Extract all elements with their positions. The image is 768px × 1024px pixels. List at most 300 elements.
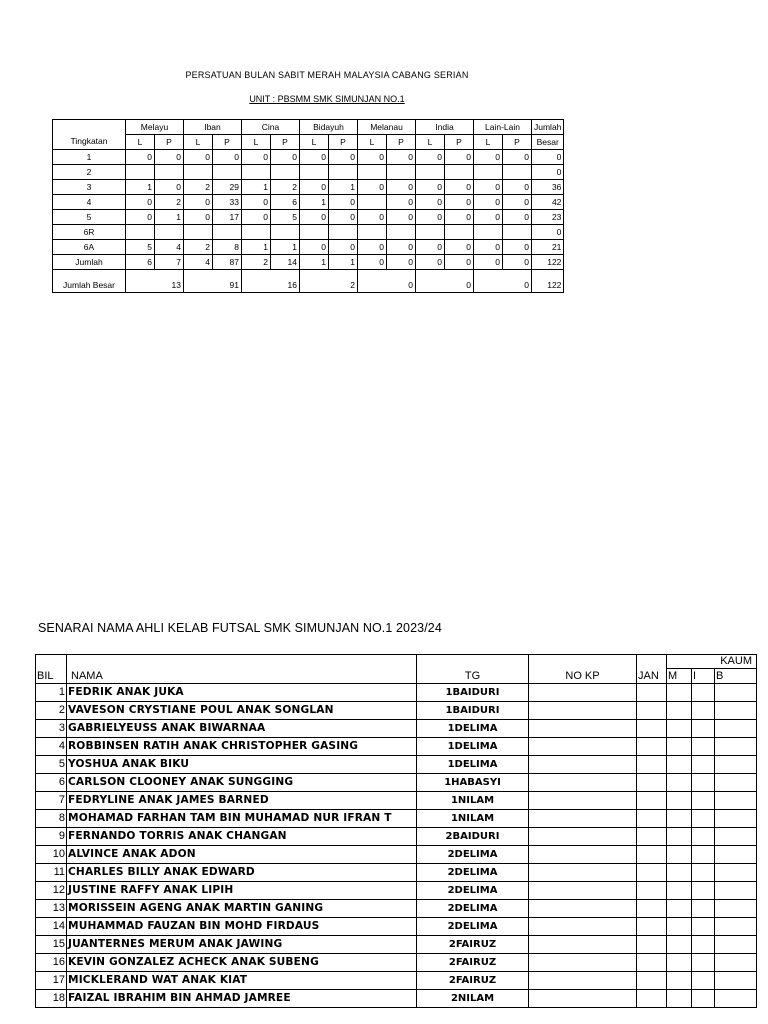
stats-value: 0 [329, 240, 358, 255]
nama-cell: CHARLES BILLY ANAK EDWARD [67, 864, 417, 882]
jan-cell [637, 774, 667, 792]
tg-cell: 2NILAM [417, 990, 529, 1008]
bil-cell: 8 [36, 810, 67, 828]
group-header: Iban [184, 120, 242, 135]
b-cell [715, 954, 757, 972]
tg-header: TG [417, 669, 529, 684]
stats-value: 0 [300, 180, 329, 195]
tg-cell: 2DELIMA [417, 864, 529, 882]
tg-cell: 2DELIMA [417, 882, 529, 900]
m-cell [667, 900, 692, 918]
nama-cell: FERNANDO TORRIS ANAK CHANGAN [67, 828, 417, 846]
stats-value [300, 225, 329, 240]
nama-cell: FAIZAL IBRAHIM BIN AHMAD JAMREE [67, 990, 417, 1008]
stats-value: 0 [474, 210, 503, 225]
stats-value: 7 [155, 255, 184, 270]
grand-group-total: 13 [126, 270, 184, 293]
stats-value [474, 225, 503, 240]
m-cell [667, 810, 692, 828]
group-header: Melanau [358, 120, 416, 135]
stats-value [213, 225, 242, 240]
nokp-cell [529, 936, 637, 954]
i-cell [692, 720, 715, 738]
nama-cell: JUSTINE RAFFY ANAK LIPIH [67, 882, 417, 900]
b-cell [715, 936, 757, 954]
b-cell [715, 774, 757, 792]
header-blank [417, 655, 529, 669]
b-cell [715, 810, 757, 828]
member-row [36, 882, 757, 900]
grand-group-total: 0 [358, 270, 416, 293]
document-title: PERSATUAN BULAN SABIT MERAH MALAYSIA CABANG SERIAN [185, 70, 469, 80]
stats-value: 0 [329, 195, 358, 210]
nama-cell: ALVINCE ANAK ADON [67, 846, 417, 864]
stats-value: 0 [474, 180, 503, 195]
tg-cell: 2DELIMA [417, 900, 529, 918]
nama-cell: VAVESON CRYSTIANE POUL ANAK SONGLAN [67, 702, 417, 720]
l-header: L [416, 135, 445, 150]
stats-value: 2 [271, 180, 300, 195]
stats-value: 0 [416, 180, 445, 195]
stats-value: 0 [358, 255, 387, 270]
i-cell [692, 738, 715, 756]
jan-cell [637, 882, 667, 900]
member-row [36, 702, 757, 720]
jan-cell [637, 846, 667, 864]
stats-value: 0 [213, 150, 242, 165]
grand-group-total: 91 [184, 270, 242, 293]
b-cell [715, 738, 757, 756]
stats-value [329, 165, 358, 180]
i-cell [692, 792, 715, 810]
bil-cell: 2 [36, 702, 67, 720]
nokp-cell [529, 756, 637, 774]
stats-value: 0 [300, 150, 329, 165]
l-header: L [242, 135, 271, 150]
jan-cell [637, 954, 667, 972]
stats-value: 0 [416, 240, 445, 255]
header-blank [529, 655, 637, 669]
kaum-header: KAUM [667, 655, 757, 669]
member-row [36, 972, 757, 990]
stats-value: 0 [474, 195, 503, 210]
tg-cell: 1BAIDURI [417, 684, 529, 702]
stats-value [271, 225, 300, 240]
stats-value: 0 [358, 240, 387, 255]
stats-value [271, 165, 300, 180]
stats-value: 33 [213, 195, 242, 210]
bil-cell: 12 [36, 882, 67, 900]
l-header: L [126, 135, 155, 150]
nokp-cell [529, 882, 637, 900]
member-row [36, 846, 757, 864]
b-cell [715, 684, 757, 702]
nama-cell: FEDRYLINE ANAK JAMES BARNED [67, 792, 417, 810]
stats-value: 87 [213, 255, 242, 270]
unit-title: UNIT : PBSMM SMK SIMUNJAN NO.1 [249, 94, 405, 104]
stats-value: 1 [271, 240, 300, 255]
b-cell [715, 900, 757, 918]
jan-cell [637, 720, 667, 738]
stats-value: 0 [445, 180, 474, 195]
nama-cell: YOSHUA ANAK BIKU [67, 756, 417, 774]
bil-cell: 13 [36, 900, 67, 918]
m-cell [667, 774, 692, 792]
p-header: P [445, 135, 474, 150]
header-blank [67, 655, 417, 669]
m-cell [667, 702, 692, 720]
tg-cell: 2BAIDURI [417, 828, 529, 846]
tingkatan-label: Jumlah [53, 255, 126, 270]
bil-cell: 6 [36, 774, 67, 792]
tingkatan-label: 6R [53, 225, 126, 240]
member-row [36, 720, 757, 738]
nama-cell: MUHAMMAD FAUZAN BIN MOHD FIRDAUS [67, 918, 417, 936]
i-cell [692, 684, 715, 702]
i-cell [692, 882, 715, 900]
member-row [36, 864, 757, 882]
stats-value: 0 [387, 240, 416, 255]
l-header: L [474, 135, 503, 150]
jan-cell [637, 864, 667, 882]
tg-cell: 2DELIMA [417, 918, 529, 936]
stats-value: 0 [126, 210, 155, 225]
m-cell [667, 990, 692, 1008]
jan-cell [637, 900, 667, 918]
nokp-cell [529, 918, 637, 936]
stats-value: 1 [300, 195, 329, 210]
stats-row [53, 210, 564, 225]
nokp-cell [529, 900, 637, 918]
stats-value [503, 225, 532, 240]
jan-cell [637, 918, 667, 936]
tingkatan-label: 5 [53, 210, 126, 225]
tingkatan-label: 1 [53, 150, 126, 165]
i-cell [692, 936, 715, 954]
stats-value: 0 [445, 255, 474, 270]
stats-value: 0 [329, 210, 358, 225]
grand-group-total: 16 [242, 270, 300, 293]
stats-value: 5 [271, 210, 300, 225]
i-cell [692, 846, 715, 864]
besar-header: Besar [532, 135, 564, 150]
b-cell [715, 882, 757, 900]
group-header: Lain-Lain [474, 120, 532, 135]
p-header: P [271, 135, 300, 150]
m-cell [667, 954, 692, 972]
nokp-cell [529, 972, 637, 990]
stats-value: 0 [387, 210, 416, 225]
nokp-cell [529, 792, 637, 810]
nokp-cell [529, 864, 637, 882]
jan-cell [637, 756, 667, 774]
jan-cell [637, 810, 667, 828]
stats-value: 14 [271, 255, 300, 270]
i-cell [692, 702, 715, 720]
grand-total-row [53, 270, 564, 293]
stats-value [358, 225, 387, 240]
row-total: 0 [532, 225, 564, 240]
jan-cell [637, 702, 667, 720]
stats-value: 2 [155, 195, 184, 210]
stats-value: 0 [445, 195, 474, 210]
nama-header: NAMA [67, 669, 417, 684]
group-header: Cina [242, 120, 300, 135]
stats-value [416, 225, 445, 240]
m-cell [667, 972, 692, 990]
nama-cell: MICKLERAND WAT ANAK KIAT [67, 972, 417, 990]
m-cell [667, 918, 692, 936]
i-cell [692, 864, 715, 882]
bil-cell: 4 [36, 738, 67, 756]
i-cell [692, 810, 715, 828]
stats-header-row [53, 120, 564, 135]
stats-value: 0 [474, 255, 503, 270]
stats-value: 0 [474, 240, 503, 255]
tingkatan-header: Tingkatan [53, 135, 126, 150]
b-cell [715, 864, 757, 882]
stats-value: 1 [126, 180, 155, 195]
stats-value: 0 [184, 195, 213, 210]
stats-value: 0 [358, 180, 387, 195]
stats-value: 0 [387, 195, 416, 210]
stats-value [242, 165, 271, 180]
stats-value: 2 [184, 180, 213, 195]
stats-value: 0 [416, 210, 445, 225]
stats-value: 6 [126, 255, 155, 270]
nokp-cell [529, 684, 637, 702]
l-header: L [358, 135, 387, 150]
b-cell [715, 792, 757, 810]
tingkatan-label: 3 [53, 180, 126, 195]
stats-value: 2 [184, 240, 213, 255]
p-header: P [213, 135, 242, 150]
nokp-cell [529, 846, 637, 864]
header-row-1 [36, 655, 757, 669]
stats-value [445, 165, 474, 180]
stats-value: 0 [416, 150, 445, 165]
grand-group-total: 0 [474, 270, 532, 293]
header-blank [53, 120, 126, 135]
stats-value: 6 [271, 195, 300, 210]
stats-value [213, 165, 242, 180]
b-cell [715, 972, 757, 990]
jan-cell [637, 972, 667, 990]
bil-cell: 7 [36, 792, 67, 810]
stats-value [416, 165, 445, 180]
l-header: L [300, 135, 329, 150]
member-list-table [35, 654, 757, 1008]
stats-value [184, 165, 213, 180]
stats-value [126, 165, 155, 180]
bil-cell: 18 [36, 990, 67, 1008]
stats-value: 0 [503, 255, 532, 270]
row-total: 0 [532, 150, 564, 165]
m-cell [667, 936, 692, 954]
stats-value: 0 [503, 150, 532, 165]
stats-value: 1 [329, 180, 358, 195]
nama-cell: JUANTERNES MERUM ANAK JAWING [67, 936, 417, 954]
jan-cell [637, 828, 667, 846]
stats-value: 0 [358, 150, 387, 165]
b-cell [715, 990, 757, 1008]
tg-cell: 1HABASYI [417, 774, 529, 792]
tg-cell: 2FAIRUZ [417, 936, 529, 954]
bil-cell: 14 [36, 918, 67, 936]
stats-value: 0 [445, 210, 474, 225]
stats-value: 1 [242, 240, 271, 255]
stats-value: 0 [242, 150, 271, 165]
bil-cell: 10 [36, 846, 67, 864]
bil-header: BIL [36, 669, 67, 684]
stats-value: 0 [242, 210, 271, 225]
stats-value: 0 [416, 255, 445, 270]
b-header: B [715, 669, 757, 684]
nokp-cell [529, 702, 637, 720]
tg-cell: 1DELIMA [417, 738, 529, 756]
i-cell [692, 954, 715, 972]
member-row [36, 918, 757, 936]
bil-cell: 16 [36, 954, 67, 972]
stats-value [503, 165, 532, 180]
jumlah-header: Jumlah [532, 120, 564, 135]
grand-total: 122 [532, 270, 564, 293]
stats-value [126, 225, 155, 240]
m-cell [667, 846, 692, 864]
stats-value: 1 [242, 180, 271, 195]
bil-cell: 5 [36, 756, 67, 774]
stats-value: 5 [126, 240, 155, 255]
b-cell [715, 720, 757, 738]
stats-value [184, 225, 213, 240]
stats-value: 0 [126, 195, 155, 210]
tg-cell: 2FAIRUZ [417, 972, 529, 990]
m-cell [667, 882, 692, 900]
i-header: I [692, 669, 715, 684]
stats-value: 0 [474, 150, 503, 165]
stats-value: 0 [271, 150, 300, 165]
b-cell [715, 756, 757, 774]
stats-value [387, 165, 416, 180]
tg-cell: 1DELIMA [417, 756, 529, 774]
jan-header: JAN [637, 669, 667, 684]
m-cell [667, 756, 692, 774]
stats-value: 0 [155, 150, 184, 165]
member-row [36, 684, 757, 702]
bil-cell: 15 [36, 936, 67, 954]
stats-value: 0 [445, 150, 474, 165]
m-cell [667, 828, 692, 846]
row-total: 42 [532, 195, 564, 210]
stats-value: 0 [503, 240, 532, 255]
nokp-cell [529, 954, 637, 972]
header-blank [36, 655, 67, 669]
stats-value [155, 225, 184, 240]
stats-value [387, 225, 416, 240]
stats-value: 0 [184, 210, 213, 225]
nama-cell: MORISSEIN AGENG ANAK MARTIN GANING [67, 900, 417, 918]
stats-value [300, 165, 329, 180]
b-cell [715, 918, 757, 936]
stats-value [329, 225, 358, 240]
nama-cell: FEDRIK ANAK JUKA [67, 684, 417, 702]
tingkatan-label: 4 [53, 195, 126, 210]
stats-value [474, 165, 503, 180]
nama-cell: ROBBINSEN RATIH ANAK CHRISTOPHER GASING [67, 738, 417, 756]
stats-value: 0 [445, 240, 474, 255]
member-row [36, 936, 757, 954]
stats-row [53, 180, 564, 195]
nokp-header: NO KP [529, 669, 637, 684]
nama-cell: KEVIN GONZALEZ ACHECK ANAK SUBENG [67, 954, 417, 972]
bil-cell: 11 [36, 864, 67, 882]
i-cell [692, 900, 715, 918]
bil-cell: 9 [36, 828, 67, 846]
bil-cell: 3 [36, 720, 67, 738]
stats-value [358, 165, 387, 180]
m-header: M [667, 669, 692, 684]
tingkatan-label: 6A [53, 240, 126, 255]
p-header: P [503, 135, 532, 150]
jan-cell [637, 792, 667, 810]
stats-value: 0 [242, 195, 271, 210]
tg-cell: 2DELIMA [417, 846, 529, 864]
member-row [36, 774, 757, 792]
stats-value [242, 225, 271, 240]
member-row [36, 900, 757, 918]
stats-row [53, 195, 564, 210]
stats-value: 1 [329, 255, 358, 270]
nokp-cell [529, 828, 637, 846]
bil-cell: 1 [36, 684, 67, 702]
l-header: L [184, 135, 213, 150]
b-cell [715, 702, 757, 720]
stats-value: 8 [213, 240, 242, 255]
member-row [36, 792, 757, 810]
b-cell [715, 846, 757, 864]
nokp-cell [529, 990, 637, 1008]
stats-value: 0 [387, 150, 416, 165]
stats-value: 0 [358, 210, 387, 225]
nama-cell: GABRIELYEUSS ANAK BIWARNAA [67, 720, 417, 738]
stats-row [53, 225, 564, 240]
nokp-cell [529, 720, 637, 738]
stats-subheader-row [53, 135, 564, 150]
row-total: 36 [532, 180, 564, 195]
m-cell [667, 684, 692, 702]
i-cell [692, 828, 715, 846]
stats-value: 0 [387, 180, 416, 195]
i-cell [692, 972, 715, 990]
nokp-cell [529, 810, 637, 828]
stats-value [445, 225, 474, 240]
stats-row [53, 165, 564, 180]
nama-cell: CARLSON CLOONEY ANAK SUNGGING [67, 774, 417, 792]
stats-value: 1 [155, 210, 184, 225]
bil-cell: 17 [36, 972, 67, 990]
m-cell [667, 720, 692, 738]
grand-group-total: 2 [300, 270, 358, 293]
stats-value: 0 [300, 210, 329, 225]
stats-value: 0 [416, 195, 445, 210]
stats-value: 0 [184, 150, 213, 165]
row-total: 0 [532, 165, 564, 180]
stats-value: 0 [155, 180, 184, 195]
row-total: 23 [532, 210, 564, 225]
p-header: P [155, 135, 184, 150]
jan-cell [637, 990, 667, 1008]
stats-value: 4 [155, 240, 184, 255]
